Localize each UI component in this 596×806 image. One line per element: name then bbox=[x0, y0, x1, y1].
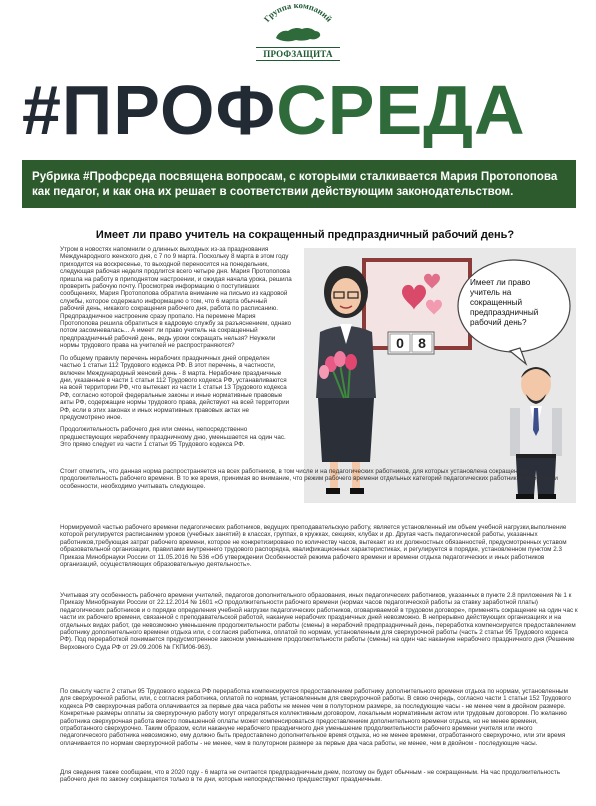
text-block bbox=[60, 524, 580, 573]
text-block bbox=[60, 769, 580, 789]
calendar-digit: 8 bbox=[418, 335, 426, 351]
text-block bbox=[60, 592, 580, 656]
text-block bbox=[60, 688, 580, 752]
teacher-illustration bbox=[304, 248, 576, 503]
article-question: Имеет ли право учитель на сокращенный предпраздничный рабочий день? bbox=[95, 229, 515, 241]
intro-banner: Рубрика #Профсреда посвящена вопросам, с которыми сталкивается Мария Протопопова как педагог, и как она их решает в соответствии действующим законодательством. bbox=[22, 160, 576, 208]
title-accent-part: СРЕДА bbox=[276, 71, 526, 149]
paragraph: Продолжительность рабочего дня или смены, непосредственно предшествующих нерабочему праздничному дню, уменьшается на один час. Это прямо следует из части 1 статьи 95 Трудового кодекса РФ. bbox=[60, 426, 286, 449]
calendar-digit: 0 bbox=[396, 335, 404, 351]
paragraph: По смыслу части 2 статьи 95 Трудового кодекса РФ переработка компенсируется предоставлением работнику дополнительного времени отдыха по нормам, установленным для сверхурочной работы, или, с согласия работника, оплатой по нормам, установленным для сверхурочной работы. В свою очередь, согласно части 1 статьи 152 Трудового кодекса РФ сверхурочная работа оплачивается за первые два часа работы не менее чем в полуторном размере, за последующие часы - не менее чем в двойном размере. Конкретные размеры оплаты за сверхурочную работу могут определяться коллективным договором, локальным нормативным актом или трудовым договором. По желанию работника сверхурочная работа вместо повышенной оплаты может компенсироваться предоставлением дополнительного времени отдыха, но не менее времени, отработанного сверхурочно. Таким образом, если накануне нерабочего праздничного дня уменьшение продолжительности рабочего времени учителя или иного педагогического работника невозможно, ему должно быть предоставлено дополнительное время отдыха, но не менее времени, отработанного сверхурочно, или эти время оплачивается по нормам сверхурочной работы - не менее, чем в полуторном размере за первые два часа работы, не менее, чем в двойном - последующие часы. bbox=[60, 688, 571, 747]
logo-emblem bbox=[252, 2, 344, 50]
text-block bbox=[60, 468, 580, 495]
paragraph: По общему правилу перечень нерабочих праздничных дней определен частью 1 статьи 112 Трудового кодекса РФ. В этот перечень, в частности, включен Международный женский день - 8 марта. Нерабочие праздничные дни, указанные в части 1 статьи 112 Трудового кодекса РФ, устанавливаются на всей территории РФ, что вытекает из части 1 статьи 13 Трудового кодекса РФ, согласно которой федеральные законы и иные нормативные правовые акты РФ, содержащие нормы трудового права, действуют на всей территории РФ, если в этих законах и иных нормативных правовых актах не предусмотрено иное. bbox=[60, 354, 290, 421]
page-title bbox=[22, 68, 582, 152]
paragraph: Для сведения также сообщаем, что в 2020 году - 6 марта не считается предпраздничным днем, поэтому он будет обычным - не сокращенным. На час продолжительность рабочего дня по закону сокращается только в те дни, которые непосредственно предшествуют праздничным. bbox=[60, 769, 560, 784]
speech-bubble-text: Имеет ли право учитель на сокращенный предпраздничный рабочий день? bbox=[470, 278, 539, 327]
russia-map-icon bbox=[276, 28, 320, 41]
paragraph: Нормируемой частью рабочего времени педагогических работников, ведущих преподавательскую работу, является установленный им объем учебной нагрузки,выполнение которой регулируется расписанием уроков (учебных занятий) в классах, группах, в кружках, секциях, клубах и др. Другая часть педагогической работы, указанных работников,требующая затрат рабочего времени, которое не конкретизировано по количеству часов, вытекает из их должностных обязанностей, предусмотренных уставом образовательной организации, правилами внутреннего трудового распорядка, квалификационных характеристиках, и регулируется в порядке, установленном пунктом 2.3 Приказа Минобрнауки России от 11.05.2016 № 536 «Об утверждении Особенностей режима рабочего времени и времени отдыха педагогических и иных работников организаций, осуществляющих образовательную деятельность». bbox=[60, 524, 567, 569]
title-hash-part: #ПРОФ bbox=[22, 71, 277, 149]
company-logo bbox=[252, 2, 344, 62]
left-column bbox=[60, 246, 292, 454]
paragraph: Стоит отметить, что данная норма распространяется на всех работников, в том числе и на педагогических работников, для которых установлена сокращенная продолжительность рабочего времени. В то же время, принимая во внимание, что режим рабочего времени отдельных категорий педагогических работников имеет свои особенности, необходимо учитывать следующее. bbox=[60, 468, 558, 490]
paragraph: Учитывая эту особенность рабочего времени учителей, педагогов дополнительного образования, иных педагогических работников, указанных в пункте 2.8 приложения № 1 к Приказу Минобрнауки России от 22.12.2014 № 1601 «О продолжительности рабочего времени (нормах часов педагогической работы за ставку заработной платы) педагогических работников и о порядке определения учебной нагрузки педагогических работников, оговариваемой в трудовом договоре», применять сокращение на один час к части их рабочего времени, связанной с преподавательской работой, накануне нерабочих праздничных дней невозможно. В непрерывно действующих организациях и на отдельных видах работ, где невозможно уменьшение продолжительности работы (смены) в нерабочий предпраздничный день, переработка компенсируется предоставлением работнику дополнительного времени отдыха или, с согласия работника, оплатой по нормам, установленным для сверхурочной работы (часть 2 статьи 95 Трудового кодекса РФ). Под переработкой понимается предусмотренное законом уменьшение продолжительности работы (смены) на один час накануне нерабочего праздничного дня (Решение Верховного Суда РФ от 29.09.2006 № ГКПИ06-963). bbox=[60, 592, 578, 651]
speech-bubble-text-wrap bbox=[470, 278, 560, 334]
logo-arc-text: Группа компаний bbox=[261, 2, 335, 24]
paragraph: Утром в новостях напомнили о длинных выходных из-за празднования Международного женского дня, с 7 по 9 марта. Поскольку 8 марта в этом году приходится на воскресенье, то выходной переносится на понедельник, следующая рабочая неделя продлится всего четыре дня. Мария Протопопова пришла на работу в приподнятом настроении, и ожидая начала урока, решила проверить рабочую почту. Просмотрев информацию о поступивших сообщениях, Мария Протопопова обратила внимание на письмо из кадровой службы, которое содержало информацию о том, что 6 марта обычный рабочий день, никакого сокращения рабочего дня, работа по расписанию. Предпраздничное настроение сразу пропало. На перемене Мария Протопопова решила обратиться в кадровую службу за разъяснением, однако потом засомневалась... А имеет ли право учитель на сокращенный предпраздничный рабочий день, ведь уроки сокращать нельзя? Неужели нормы трудового права на учителей не распространяются? bbox=[60, 246, 292, 350]
logo-brand: ПРОФЗАЩИТА bbox=[252, 46, 344, 62]
